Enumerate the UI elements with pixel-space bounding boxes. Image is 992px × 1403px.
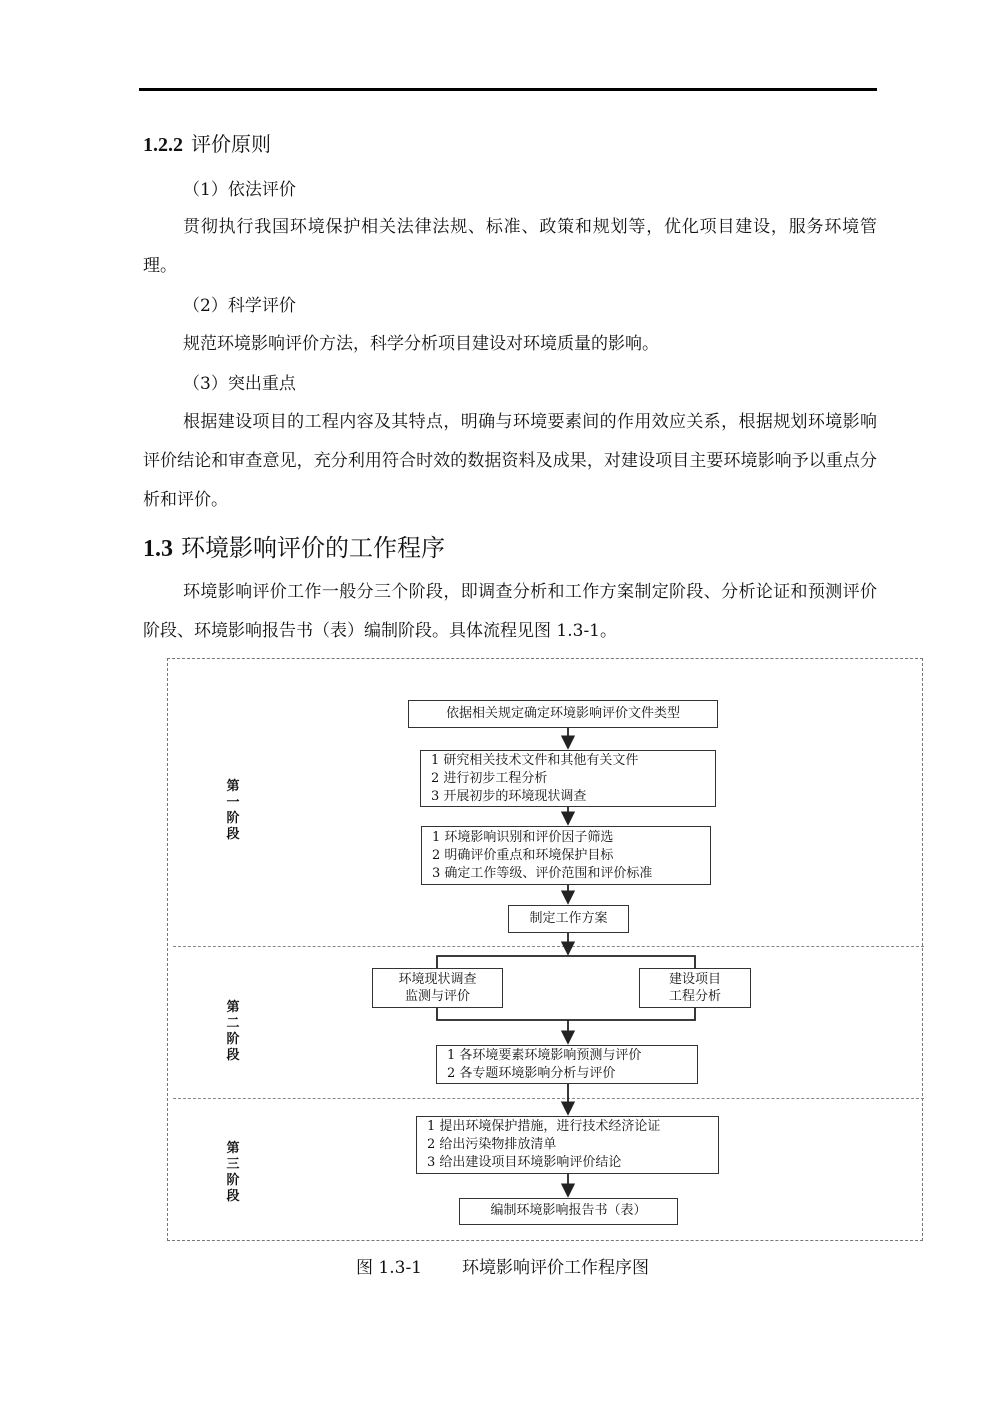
stage-label-3: 第 三 阶 段	[226, 1141, 240, 1204]
figure-caption	[356, 1256, 649, 1280]
section-heading-1-2-2	[143, 131, 271, 158]
stage-divider-2	[173, 1098, 924, 1099]
box-prepare-report: 编制环境影响报告书（表）	[459, 1198, 678, 1225]
box-study-documents: 1 研究相关技术文件和其他有关文件 2 进行初步工程分析 3 开展初步的环境现状调查	[420, 750, 716, 807]
figure-number: 图 1.3-1	[356, 1258, 422, 1278]
stage-label-2: 第 二 阶 段	[226, 1000, 240, 1063]
section-title: 环境影响评价的工作程序	[181, 534, 445, 562]
box-identify-factors: 1 环境影响识别和评价因子筛选 2 明确评价重点和环境保护目标 3 确定工作等级、评价范围和评价标准	[421, 826, 711, 885]
section-number: 1.3	[143, 536, 173, 562]
box-determine-type: 依据相关规定确定环境影响评价文件类型	[408, 700, 718, 728]
header-rule	[139, 88, 877, 91]
principle-heading-2: （2）科学评价	[183, 296, 296, 316]
figure-title: 环境影响评价工作程序图	[462, 1258, 649, 1278]
stage-divider-1	[173, 946, 924, 947]
section-title: 评价原则	[191, 132, 271, 156]
box-protection-measures: 1 提出环境保护措施，进行技术经济论证 2 给出污染物排放清单 3 给出建设项目环境影响评价结论	[416, 1116, 719, 1174]
box-work-plan: 制定工作方案	[508, 905, 629, 933]
box-project-analysis: 建设项目 工程分析	[639, 968, 751, 1008]
box-environment-survey: 环境现状调查 监测与评价	[372, 968, 503, 1008]
stage-label-1: 第 一 阶 段	[226, 779, 240, 842]
principle-heading-3: （3）突出重点	[183, 374, 296, 394]
box-impact-prediction: 1 各环境要素环境影响预测与评价 2 各专题环境影响分析与评价	[436, 1045, 698, 1084]
principle-text-1: 贯彻执行我国环境保护相关法律法规、标准、政策和规划等，优化项目建设，服务环境管理。	[143, 217, 877, 276]
principle-heading-1: （1）依法评价	[183, 180, 296, 200]
section-1-3-paragraph: 环境影响评价工作一般分三个阶段，即调查分析和工作方案制定阶段、分析论证和预测评价阶段、环境影响报告书（表）编制阶段。具体流程见图 1.3-1。	[143, 582, 877, 641]
section-number: 1.2.2	[143, 134, 183, 156]
principle-text-2: 规范环境影响评价方法，科学分析项目建设对环境质量的影响。	[183, 334, 659, 354]
section-heading-1-3	[143, 533, 445, 564]
principle-text-3: 根据建设项目的工程内容及其特点，明确与环境要素间的作用效应关系，根据规划环境影响评价结论和审查意见，充分利用符合时效的数据资料及成果，对建设项目主要环境影响予以重点分析和评价。	[143, 412, 877, 510]
